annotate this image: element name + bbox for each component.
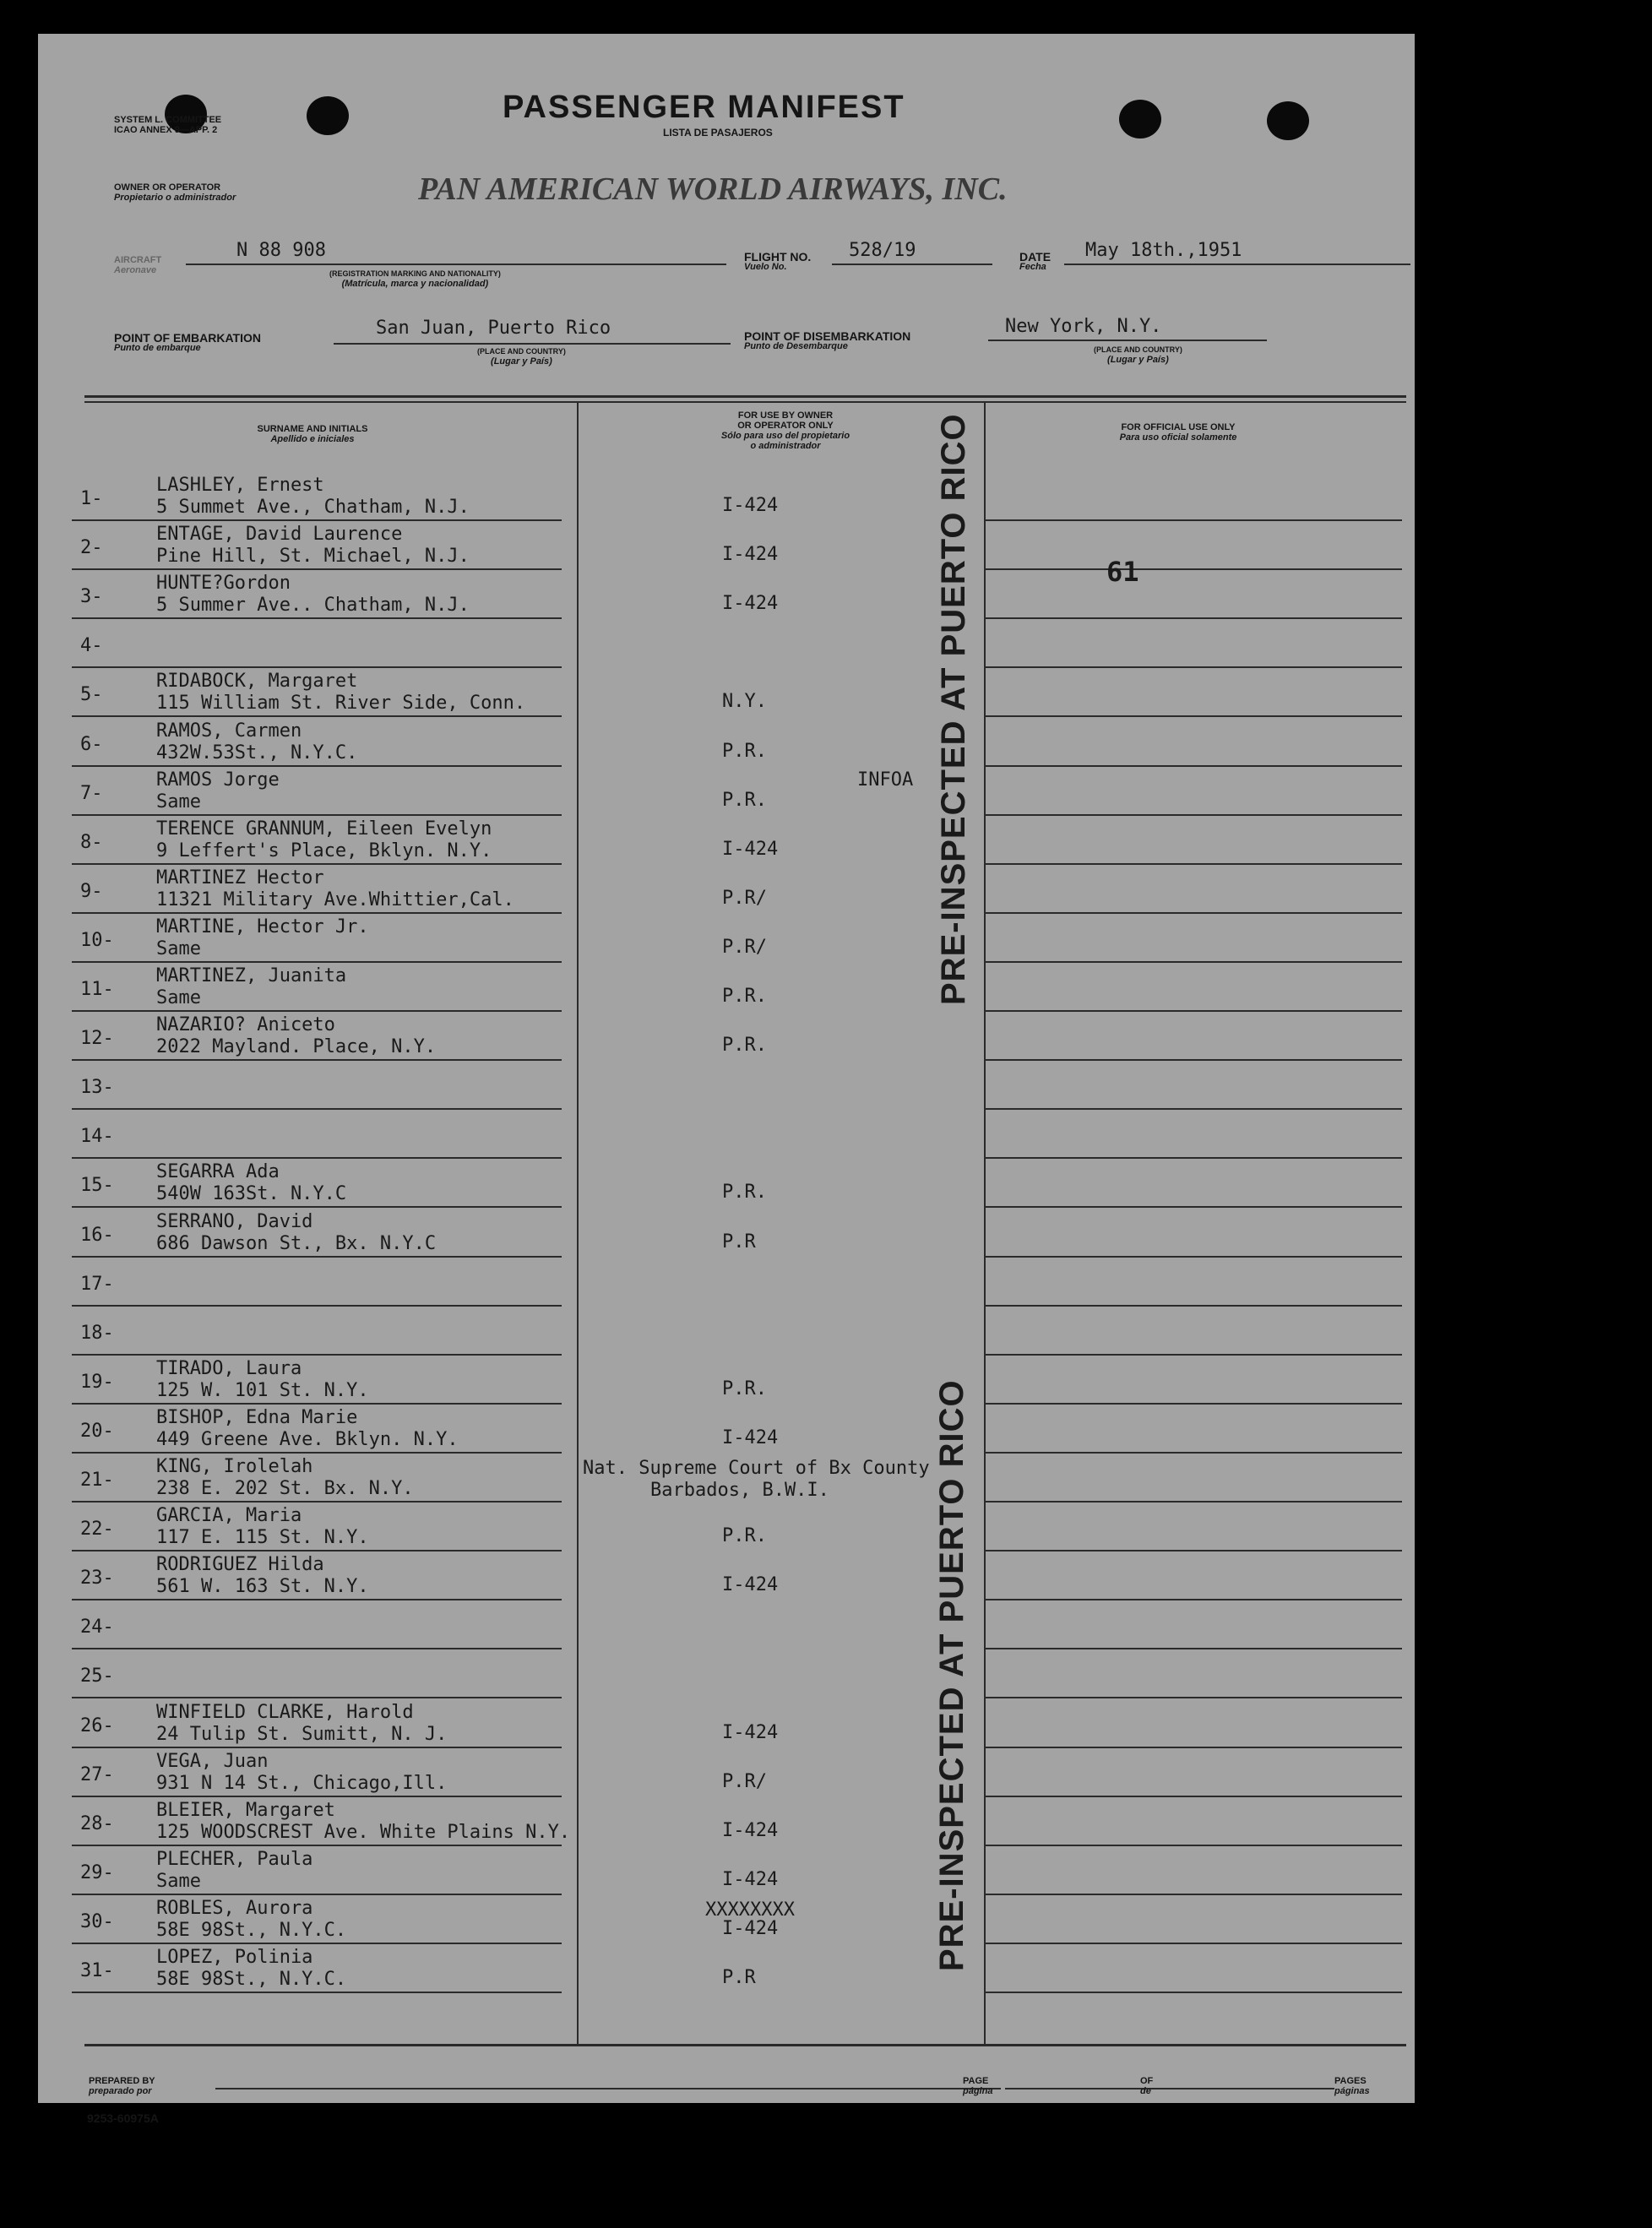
row-rule — [72, 1501, 562, 1503]
table-top-rule — [84, 395, 1406, 398]
page-label: PAGE página — [963, 2076, 993, 2096]
airline-name: PAN AMERICAN WORLD AIRWAYS, INC. — [418, 171, 1008, 207]
table-row — [38, 1798, 1415, 1847]
owner-use-note: Barbados, B.W.I. — [650, 1480, 829, 1501]
owner-use-code: I-424 — [722, 838, 779, 860]
passenger-address: 11321 Military Ave.Whittier,Cal. — [156, 888, 514, 910]
row-rule — [984, 765, 1402, 767]
row-rule — [72, 1648, 562, 1649]
row-rule — [984, 1059, 1402, 1061]
passenger-address: 125 W. 101 St. N.Y. — [156, 1379, 369, 1401]
row-rule — [984, 1206, 1402, 1208]
table-row — [38, 1454, 1415, 1503]
row-number: 1- — [80, 488, 103, 509]
row-number: 9- — [80, 880, 103, 902]
passenger-name: MARTINEZ, Juanita — [156, 965, 347, 986]
row-rule — [72, 1992, 562, 1993]
form-number: 9253-60975A — [87, 2111, 159, 2125]
passenger-name: BISHOP, Edna Marie — [156, 1406, 358, 1428]
passenger-name: ENTAGE, David Laurence — [156, 524, 403, 546]
row-rule — [984, 1157, 1402, 1159]
row-number: 11- — [80, 979, 114, 1000]
row-number: 8- — [80, 831, 103, 853]
row-rule — [72, 1256, 562, 1258]
punch-hole — [1267, 101, 1309, 140]
col-owner-header: FOR USE BY OWNER OR OPERATOR ONLY Sólo para uso del propietario o administrador — [720, 410, 850, 451]
row-rule — [984, 519, 1402, 521]
passenger-address: 58E 98St., N.Y.C. — [156, 1969, 347, 1990]
flight-label: FLIGHT NO. Vuelo No. — [744, 250, 812, 272]
owner-use-code: P.R. — [722, 1525, 767, 1547]
embark-value: San Juan, Puerto Rico — [376, 318, 611, 339]
table-row — [38, 964, 1415, 1013]
row-number: 3- — [80, 586, 103, 608]
table-row — [38, 1601, 1415, 1650]
row-rule — [72, 1059, 562, 1061]
passenger-name: LASHLEY, Ernest — [156, 475, 324, 496]
row-rule — [984, 1697, 1402, 1698]
row-rule — [72, 617, 562, 619]
row-rule — [72, 1108, 562, 1110]
table-row — [38, 1749, 1415, 1798]
row-number: 18- — [80, 1322, 114, 1344]
table-row — [38, 1405, 1415, 1454]
table-bottom-rule — [84, 2044, 1406, 2046]
row-rule — [72, 961, 562, 963]
passenger-address: Pine Hill, St. Michael, N.J. — [156, 546, 470, 568]
row-rule — [72, 519, 562, 521]
passenger-name: HUNTE?Gordon — [156, 573, 291, 595]
row-rule — [984, 1992, 1402, 1993]
row-rule — [72, 765, 562, 767]
owner-use-code: P.R. — [722, 1378, 767, 1399]
row-rule — [72, 1206, 562, 1208]
passenger-name: SEGARRA Ada — [156, 1161, 280, 1183]
passenger-name: MARTINEZ Hector — [156, 867, 324, 888]
row-number: 17- — [80, 1273, 114, 1295]
row-number: 23- — [80, 1568, 114, 1589]
registration-caption: (REGISTRATION MARKING AND NATIONALITY) (Matrícula, marca y nacionalidad) — [329, 269, 501, 289]
table-top-rule-2 — [84, 401, 1406, 403]
table-row — [38, 1160, 1415, 1209]
owner-use-code: N.Y. — [722, 691, 767, 713]
table-row — [38, 915, 1415, 964]
table-row — [38, 1209, 1415, 1258]
passenger-name: NAZARIO? Aniceto — [156, 1014, 335, 1036]
row-rule — [72, 1747, 562, 1748]
row-number: 5- — [80, 684, 103, 706]
aircraft-value: N 88 908 — [236, 240, 326, 261]
passenger-address: 2022 Mayland. Place, N.Y. — [156, 1036, 437, 1058]
aircraft-label: AIRCRAFT Aeronave — [114, 255, 162, 275]
row-rule — [72, 1796, 562, 1797]
passenger-address: Same — [156, 937, 201, 959]
table-row — [38, 1650, 1415, 1699]
row-rule — [984, 1010, 1402, 1012]
row-rule — [984, 1648, 1402, 1649]
punch-hole — [1119, 100, 1161, 139]
row-rule — [984, 1747, 1402, 1748]
passenger-address: 686 Dawson St., Bx. N.Y.C — [156, 1232, 437, 1254]
embark-place-caption: (PLACE AND COUNTRY) (Lugar y País) — [477, 347, 566, 367]
row-rule — [72, 863, 562, 865]
table-row — [38, 1258, 1415, 1307]
passenger-name: RAMOS, Carmen — [156, 720, 302, 742]
table-row — [38, 1356, 1415, 1405]
row-rule — [984, 1894, 1402, 1895]
punch-hole — [307, 96, 349, 135]
table-row — [38, 1700, 1415, 1749]
table-row — [38, 1062, 1415, 1111]
row-rule — [984, 1845, 1402, 1846]
row-number: 19- — [80, 1371, 114, 1393]
row-rule — [984, 1501, 1402, 1503]
row-rule — [72, 1354, 562, 1356]
table-row — [38, 571, 1415, 620]
page-title: PASSENGER MANIFEST — [503, 90, 905, 125]
row-number: 13- — [80, 1077, 114, 1099]
row-number: 20- — [80, 1420, 114, 1442]
row-number: 30- — [80, 1910, 114, 1932]
row-rule — [72, 1452, 562, 1454]
pages-label: PAGES páginas — [1334, 2076, 1370, 2096]
row-rule — [72, 715, 562, 717]
row-number: 6- — [80, 733, 103, 755]
disembark-label: POINT OF DISEMBARKATION Punto de Desembarque — [744, 329, 911, 351]
row-rule — [984, 961, 1402, 963]
row-number: 21- — [80, 1470, 114, 1491]
table-row — [38, 669, 1415, 718]
aircraft-underline — [186, 264, 726, 265]
passenger-name: LOPEZ, Polinia — [156, 1947, 313, 1968]
row-rule — [72, 1550, 562, 1551]
table-row — [38, 620, 1415, 669]
date-value: May 18th.,1951 — [1085, 240, 1242, 261]
owner-use-code: P.R. — [722, 1035, 767, 1057]
preinspection-stamp: PRE-INSPECTED AT PUERTO RICO — [933, 1379, 970, 1971]
passenger-address: 561 W. 163 St. N.Y. — [156, 1576, 369, 1598]
table-row — [38, 1503, 1415, 1552]
row-rule — [984, 1550, 1402, 1551]
passenger-name: TIRADO, Laura — [156, 1357, 302, 1379]
row-rule — [984, 666, 1402, 668]
passenger-name: TERENCE GRANNUM, Eileen Evelyn — [156, 818, 492, 840]
passenger-address: 449 Greene Ave. Bklyn. N.Y. — [156, 1428, 459, 1450]
embark-underline — [334, 343, 731, 345]
flight-underline — [832, 264, 992, 265]
row-rule — [984, 1256, 1402, 1258]
row-rule — [984, 1452, 1402, 1454]
table-row — [38, 1013, 1415, 1062]
passenger-address: 9 Leffert's Place, Bklyn. N.Y. — [156, 840, 492, 861]
manifest-sheet — [38, 34, 1415, 2125]
row-rule — [984, 1305, 1402, 1307]
passenger-address: 432W.53St., N.Y.C. — [156, 742, 358, 763]
passenger-address: 117 E. 115 St. N.Y. — [156, 1527, 369, 1549]
table-row — [38, 1847, 1415, 1896]
date-underline — [1064, 264, 1410, 265]
passenger-address: Same — [156, 1870, 201, 1892]
row-rule — [72, 912, 562, 914]
of-label: OF de — [1140, 2076, 1154, 2096]
passenger-name: GARCIA, Maria — [156, 1505, 302, 1527]
passenger-name: BLEIER, Margaret — [156, 1799, 335, 1821]
row-rule — [72, 1157, 562, 1159]
owner-use-code: I-424 — [722, 593, 779, 615]
passenger-address: Same — [156, 791, 201, 812]
row-rule — [72, 1845, 562, 1846]
row-number: 27- — [80, 1763, 114, 1785]
passenger-address: 5 Summer Ave.. Chatham, N.J. — [156, 595, 470, 617]
row-rule — [984, 568, 1402, 570]
row-number: 22- — [80, 1519, 114, 1541]
passenger-address: 115 William St. River Side, Conn. — [156, 693, 526, 715]
passenger-name: SERRANO, David — [156, 1210, 313, 1232]
of-underline — [1161, 2088, 1334, 2089]
owner-use-code: P.R — [722, 1967, 756, 1988]
owner-use-code: I-424 — [722, 544, 779, 566]
row-rule — [72, 1010, 562, 1012]
row-rule — [72, 1943, 562, 1944]
passenger-name: KING, Irolelah — [156, 1456, 313, 1477]
row-rule — [984, 1943, 1402, 1944]
disembark-place-caption: (PLACE AND COUNTRY) (Lugar y País) — [1094, 345, 1182, 365]
passenger-name: RODRIGUEZ Hilda — [156, 1554, 324, 1576]
committee-ref: SYSTEM L. COMMITTEE ICAO ANNEX 9—APP. 2 — [114, 115, 222, 135]
owner-use-code: I-424 — [722, 1917, 779, 1939]
table-row — [38, 817, 1415, 866]
table-row — [38, 768, 1415, 817]
owner-use-code: P.R/ — [722, 1770, 767, 1792]
row-number: 28- — [80, 1812, 114, 1834]
prepared-underline — [215, 2088, 1001, 2089]
row-number: 25- — [80, 1666, 114, 1687]
row-rule — [72, 1599, 562, 1600]
col-official-header: FOR OFFICIAL USE ONLY Para uso oficial solamente — [1119, 422, 1237, 443]
disembark-underline — [988, 340, 1267, 341]
passenger-name: RAMOS Jorge — [156, 769, 280, 791]
row-rule — [984, 863, 1402, 865]
owner-use-code: I-424 — [722, 1819, 779, 1841]
row-rule — [984, 1403, 1402, 1405]
passenger-address: 125 WOODSCREST Ave. White Plains N.Y. — [156, 1821, 571, 1843]
row-rule — [72, 666, 562, 668]
passenger-name: WINFIELD CLARKE, Harold — [156, 1701, 414, 1723]
table-row — [38, 1111, 1415, 1160]
passenger-address: 540W 163St. N.Y.C — [156, 1183, 347, 1205]
row-number: 4- — [80, 635, 103, 657]
row-rule — [984, 912, 1402, 914]
row-rule — [984, 1796, 1402, 1797]
owner-use-code: I-424 — [722, 495, 779, 516]
row-number: 7- — [80, 782, 103, 804]
passenger-name: MARTINE, Hector Jr. — [156, 916, 369, 937]
passenger-name: RIDABOCK, Margaret — [156, 671, 358, 693]
row-number: 29- — [80, 1861, 114, 1883]
col-surname-header: SURNAME AND INITIALS Apellido e iniciales — [257, 424, 368, 444]
owner-use-note: XXXXXXXX — [705, 1899, 795, 1921]
passenger-address: 238 E. 202 St. Bx. N.Y. — [156, 1478, 414, 1499]
table-row — [38, 522, 1415, 571]
table-row — [38, 473, 1415, 522]
row-number: 24- — [80, 1617, 114, 1638]
row-number: 14- — [80, 1126, 114, 1148]
passenger-name: VEGA, Juan — [156, 1750, 269, 1772]
passenger-address: 931 N 14 St., Chicago,Ill. — [156, 1772, 448, 1794]
row-rule — [984, 1354, 1402, 1356]
owner-use-code: I-424 — [722, 1426, 779, 1448]
table-row — [38, 866, 1415, 915]
row-rule — [984, 1108, 1402, 1110]
owner-use-code: I-424 — [722, 1574, 779, 1596]
table-row — [38, 1552, 1415, 1601]
table-row — [38, 1307, 1415, 1356]
owner-use-extra: INFOA — [857, 769, 914, 791]
row-rule — [72, 1697, 562, 1698]
row-rule — [72, 1403, 562, 1405]
disembark-value: New York, N.Y. — [1005, 316, 1162, 337]
page-subtitle: LISTA DE PASAJEROS — [663, 127, 773, 139]
passenger-address: 58E 98St., N.Y.C. — [156, 1919, 347, 1941]
passenger-address: 5 Summet Ave., Chatham, N.J. — [156, 497, 470, 518]
row-rule — [984, 814, 1402, 816]
owner-use-code: P.R/ — [722, 887, 767, 909]
row-rule — [72, 1894, 562, 1895]
flight-value: 528/19 — [849, 240, 916, 261]
row-number: 2- — [80, 537, 103, 559]
passenger-address: Same — [156, 987, 201, 1008]
owner-use-code: P.R — [722, 1231, 756, 1253]
passenger-name: PLECHER, Paula — [156, 1848, 313, 1870]
owner-use-code: P.R. — [722, 740, 767, 762]
row-rule — [984, 617, 1402, 619]
row-rule — [984, 1599, 1402, 1600]
owner-use-code: P.R/ — [722, 936, 767, 958]
owner-use-code: P.R. — [722, 789, 767, 811]
owner-use-code: P.R. — [722, 1182, 767, 1204]
owner-use-code: I-424 — [722, 1721, 779, 1743]
row-number: 15- — [80, 1175, 114, 1197]
row-number: 26- — [80, 1714, 114, 1736]
owner-use-code: I-424 — [722, 1868, 779, 1890]
row-number: 10- — [80, 929, 114, 951]
row-rule — [72, 1305, 562, 1307]
table-row — [38, 1945, 1415, 1994]
table-row — [38, 1896, 1415, 1945]
row-number: 31- — [80, 1960, 114, 1981]
row-number: 16- — [80, 1224, 114, 1246]
prepared-by-label: PREPARED BY preparado por — [89, 2076, 155, 2096]
passenger-name: ROBLES, Aurora — [156, 1897, 313, 1919]
row-rule — [984, 715, 1402, 717]
embark-label: POINT OF EMBARKATION Punto de embarque — [114, 331, 261, 353]
row-number: 12- — [80, 1028, 114, 1050]
row-rule — [72, 568, 562, 570]
official-note: 61 — [1106, 556, 1139, 588]
owner-label: OWNER OR OPERATOR Propietario o administrador — [114, 182, 236, 203]
passenger-address: 24 Tulip St. Sumitt, N. J. — [156, 1723, 448, 1745]
preinspection-stamp: PRE-INSPECTED AT PUERTO RICO — [935, 413, 972, 1005]
owner-use-code: P.R. — [722, 986, 767, 1007]
row-rule — [72, 814, 562, 816]
owner-use-code: Nat. Supreme Court of Bx County — [583, 1458, 930, 1479]
table-row — [38, 719, 1415, 768]
date-label: DATE Fecha — [1019, 250, 1052, 272]
